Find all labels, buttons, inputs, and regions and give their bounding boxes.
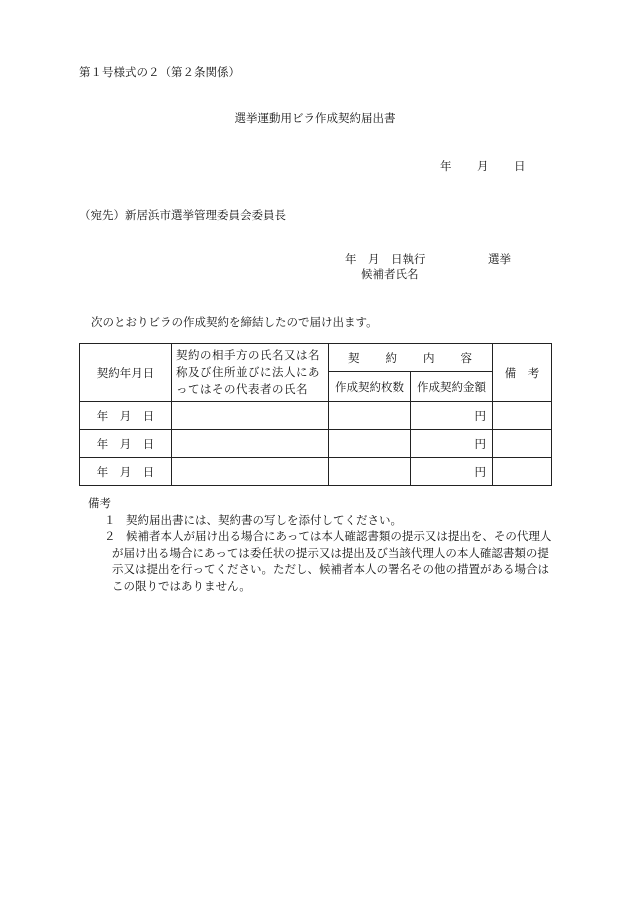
date-month: 月: [477, 159, 489, 173]
row-remarks[interactable]: [493, 458, 552, 486]
row-copy-count[interactable]: [329, 402, 411, 430]
document-title: 選挙運動用ビラ作成契約届出書: [234, 111, 396, 125]
header-copy-count: 作成契約枚数: [329, 372, 411, 402]
table-row: [80, 458, 552, 486]
row-counterparty[interactable]: [172, 430, 329, 458]
header-contract-amount: 作成契約金額: [411, 372, 493, 402]
note-text: 契約届出書には、契約書の写しを添付してください。: [126, 513, 402, 527]
form-number: 第１号様式の２（第２条関係）: [79, 65, 240, 79]
row-counterparty[interactable]: [172, 458, 329, 486]
header-contract-contents: 契 約 内 容: [329, 344, 493, 372]
election-date: 年 月 日執行: [345, 252, 426, 266]
row-remarks[interactable]: [493, 430, 552, 458]
row-date[interactable]: 年 月 日: [80, 402, 172, 430]
row-copy-count[interactable]: [329, 430, 411, 458]
intro-text: 次のとおりビラの作成契約を締結したので届け出ます。: [91, 315, 378, 329]
row-date[interactable]: 年 月 日: [80, 458, 172, 486]
row-copy-count[interactable]: [329, 458, 411, 486]
note-number: ２: [104, 529, 116, 543]
row-date[interactable]: 年 月 日: [80, 430, 172, 458]
election-name: 選挙: [488, 252, 511, 266]
date-day: 日: [514, 159, 526, 173]
contract-table: [79, 343, 552, 486]
header-counterparty: 契約の相手方の氏名又は名称及び住所並びに法人にあってはその代表者の氏名: [172, 344, 329, 402]
note-number: １: [104, 513, 116, 527]
table-row: [80, 430, 552, 458]
row-amount[interactable]: 円: [411, 458, 493, 486]
election-line: [345, 251, 511, 267]
addressee: （宛先）新居浜市選挙管理委員会委員長: [79, 208, 286, 222]
candidate-name-label: 候補者氏名: [361, 267, 419, 281]
note-text: 候補者本人が届け出る場合にあっては本人確認書類の提示又は提出を、その代理人が届け出る場合にあっては委任状の提示又は提出及び当該代理人の本人確認書類の提示又は提出を行ってください。ただし、候補者本人の署名その他の措置がある場合はこの限りではありません。: [112, 529, 552, 593]
date-year: 年: [440, 159, 452, 173]
header-remarks: 備 考: [493, 344, 552, 402]
table-row: [80, 402, 552, 430]
row-amount[interactable]: 円: [411, 430, 493, 458]
row-remarks[interactable]: [493, 402, 552, 430]
submission-date: [440, 158, 526, 174]
row-counterparty[interactable]: [172, 402, 329, 430]
header-contract-date: 契約年月日: [80, 344, 172, 402]
notes-heading: 備考: [88, 496, 111, 510]
row-amount[interactable]: 円: [411, 402, 493, 430]
